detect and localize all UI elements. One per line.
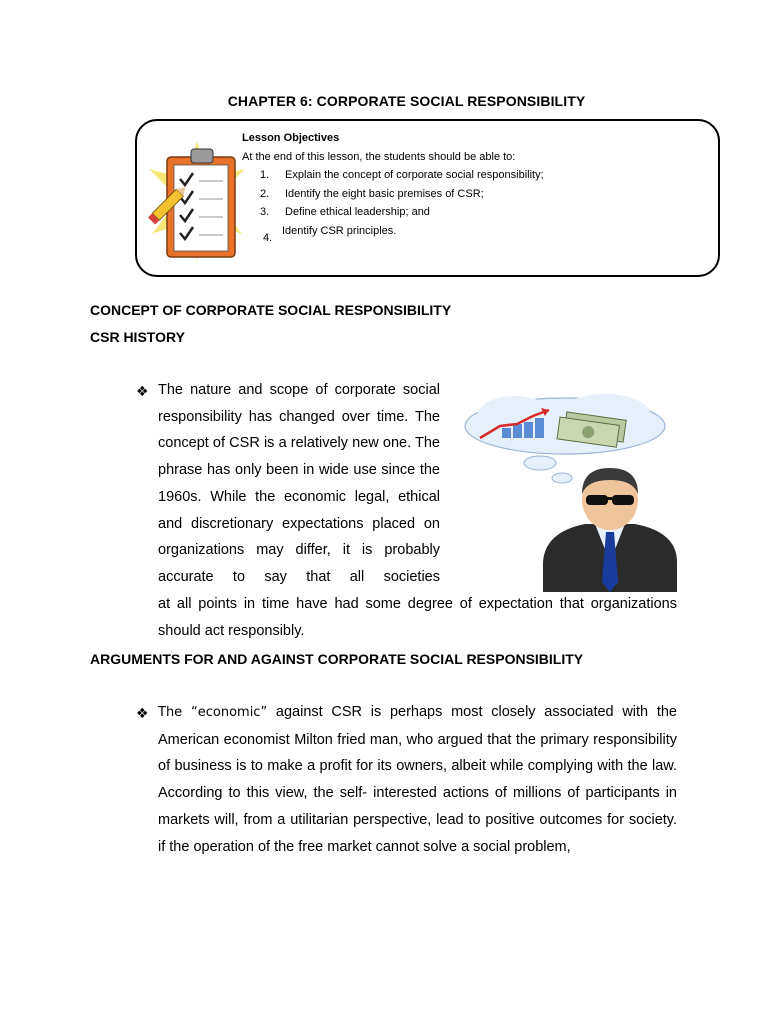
businessman-thinking-icon: [455, 392, 680, 592]
objective-number: 1.: [260, 169, 270, 181]
objective-number: 3.: [260, 206, 270, 218]
objective-text: Identify CSR principles.: [282, 224, 397, 237]
history-heading: CSR HISTORY: [90, 329, 185, 345]
objective-item: [260, 206, 544, 225]
objective-text: Explain the concept of corporate social responsibility;: [285, 169, 544, 181]
objectives-intro: At the end of this lesson, the students should be able to:: [242, 151, 516, 163]
lesson-objectives-box: [135, 119, 720, 277]
chapter-title: CHAPTER 6: CORPORATE SOCIAL RESPONSIBILITY: [227, 93, 586, 109]
objective-text: Identify the eight basic premises of CSR;: [285, 187, 484, 200]
clipboard-checklist-icon: [147, 139, 247, 264]
objective-text: Define ethical leadership; and: [285, 206, 430, 218]
history-paragraph-continued: at all points in time have had some degree of expectation that organizations should act responsibly.: [158, 596, 677, 639]
bullet-icon: ❖: [136, 705, 149, 721]
bullet-icon: ❖: [136, 383, 149, 399]
objective-item: [260, 188, 544, 207]
concept-heading: CONCEPT OF CORPORATE SOCIAL RESPONSIBILITY: [90, 302, 452, 318]
objective-item: [260, 225, 544, 244]
arguments-heading: ARGUMENTS FOR AND AGAINST CORPORATE SOCIAL RESPONSIBILITY: [90, 651, 584, 667]
objectives-list: [260, 169, 544, 243]
arguments-paragraph: [158, 699, 677, 860]
objective-number: 4.: [263, 231, 273, 244]
history-paragraph: The nature and scope of corporate social responsibility has changed over time. The concept of CSR is a relatively new one. The phrase has only been in wide use since the 1960s. While the economic legal, ethical and discretionary expectations placed on organizations may differ, it is probably accurate to say that all societies: [158, 382, 440, 585]
objectives-heading: Lesson Objectives: [242, 132, 340, 144]
arguments-body: against CSR is perhaps most closely associated with the American economist Milton fried man, who argued that the primary responsibility of business is to make a profit for its owners, albeit while complying with the law. According to this view, the self- interested actions of millions of participants in markets will, from a utilitarian perspective, lead to positive outcomes for society. if the operation of the free market cannot solve a social problem,: [158, 704, 677, 855]
objective-number: 2.: [260, 187, 270, 200]
objective-item: [260, 169, 544, 188]
economic-lead: The “economic”: [158, 705, 268, 720]
businessman: [543, 468, 677, 592]
